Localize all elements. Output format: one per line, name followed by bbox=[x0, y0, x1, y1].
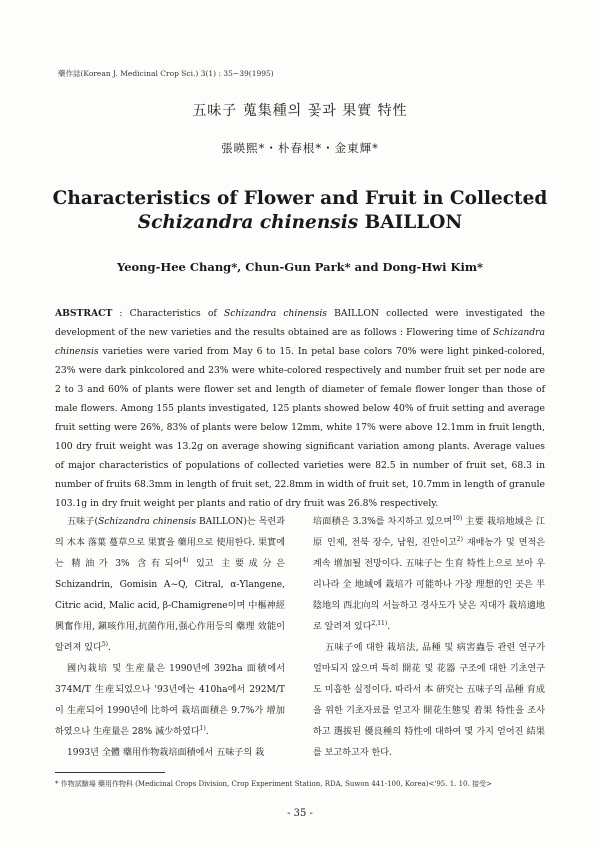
text: 재배농가 및 면적은 계속 增加될 전망이다. 五味子는 生育 特性上으로 보아 우리나라 全 地域에 栽培가 可能하나 가장 理想的인 곳은 半陰地의 西北向의 서늘하고 경사도가 낮은 지대가 栽培適地로 알려져 있다 bbox=[313, 538, 545, 632]
species-name: Schizandra chinensis bbox=[137, 212, 359, 233]
text: BAILLON)는 목련과의 木本 落葉 蔓草으로 果實을 藥用으로 使用한다. 果實에는 精油가 3% 含有되어 bbox=[55, 517, 285, 569]
footnote: * 作物試驗場 藥用作物科 (Medicinal Crops Division, Crop Experiment Station, RDA, Suwon 441-100, Korea)<'95. 1. 10. 接受> bbox=[55, 780, 492, 788]
text: 五味子( bbox=[67, 517, 99, 527]
abstract-species-2: Schizandra chinensis bbox=[55, 327, 545, 357]
species-name: Schizandra chinensis bbox=[98, 517, 197, 527]
intro-paragraph-4: 五味子에 대한 栽培法, 品種 및 病害蟲등 관련 연구가 얼마되지 않으며 특히 開花 및 花器 구조에 대한 기초연구도 미흡한 실정이다. 따라서 本 硏究는 五味子의 品種 育成을 위한 기초자료를 얻고자 開花生態및 着果 特性을 조사하고 選拔된 優良種의 特性에 대하여 몇 가지 얻어진 結果를 보고하고자 한다. bbox=[313, 643, 545, 758]
text: . bbox=[387, 622, 391, 632]
text: . bbox=[108, 643, 111, 653]
page-number: - 35 - bbox=[287, 808, 313, 819]
citation: 4) bbox=[182, 557, 189, 564]
citation: 1) bbox=[199, 725, 206, 732]
journal-reference: 藥作誌(Korean J. Medicinal Crop Sci.) 3(1) : 35~39(1995) bbox=[58, 69, 274, 78]
english-title-line2 bbox=[0, 211, 600, 235]
korean-title: 五味子 蒐集種의 꽃과 果實 特性 bbox=[192, 103, 408, 119]
abstract-heading: ABSTRACT bbox=[55, 308, 113, 319]
intro-paragraph-1 bbox=[55, 512, 285, 659]
body-right-column bbox=[313, 512, 545, 764]
text: 主要 栽培地域은 江原 인제, 전북 장수, 남원, 진안이고 bbox=[313, 517, 545, 548]
citation: 5) bbox=[101, 641, 108, 648]
english-title-line1: Characteristics of Flower and Fruit in Collected bbox=[52, 188, 548, 209]
text: 國內栽培 및 生産量은 1990년에 392ha 面積에서 374M/T 生産되었으나 '93년에는 410ha에서 292M/T이 生産되어 1990년에 比하여 栽培面積은 9.7%가 增加하였으나 生産量은 28% 減少하였다 bbox=[55, 664, 285, 737]
text: 培面積은 3.3%를 차지하고 있으며 bbox=[313, 517, 453, 527]
text: 있고 主要成分은 Schizandrin, Gomisin A~Q, Citral, α-Ylangene, Citric acid, Malic acid, β-Chamigrene이며 中樞神經興奮作用, 鎭咳作用,抗菌作用,强心作用등의 藥理 效能이 알려져 있다 bbox=[55, 559, 285, 653]
body-left-column bbox=[55, 512, 285, 764]
abstract-species-1: Schizandra chinensis bbox=[223, 308, 328, 319]
english-authors: Yeong-Hee Chang*, Chun-Gun Park* and Dong-Hwi Kim* bbox=[116, 260, 483, 274]
text: . bbox=[205, 727, 209, 737]
citation: 10) bbox=[452, 515, 463, 522]
citation: 2) bbox=[456, 536, 463, 543]
citation: 2,11) bbox=[371, 620, 388, 627]
intro-paragraph-3-cont bbox=[313, 512, 545, 638]
intro-paragraph-2 bbox=[55, 659, 285, 743]
abstract-text-1: : Characteristics of bbox=[112, 308, 224, 319]
abstract-text-2: BAILLON collected were investigated the development of the new varieties and the results obtained are as follows : Flowering time of bbox=[55, 308, 545, 338]
english-title bbox=[0, 187, 600, 235]
korean-authors: 張暎熙*・朴春根*・金東輝* bbox=[221, 141, 379, 155]
species-authority: BAILLON bbox=[364, 212, 463, 233]
abstract bbox=[55, 304, 545, 513]
footnote-divider bbox=[55, 772, 165, 773]
abstract-text-3: varieties were varied from May 6 to 15. In petal base colors 70% were light pinked-colored, 23% were dark pinkcolored and 23% were white-colored respectively and number fruit set per node are 2 to 3 and 60% of plants were flower set and length of diameter of female flower longer than those of male flowers. Among 155 plants investigated, 125 plants showed below 40% of fruit setting and average fruit setting were 26%, 83% of plants were below 12mm, white 17% were above 12.1mm in fruit length, 100 dry fruit weight was 13.2g on average showing significant variation among plants. Average values of major characteristics of populations of collected varieties were 82.5 in number of fruit set, 68.3 in number of fruits 68.3mm in length of fruit set, 22.8mm in width of fruit set, 10.7mm in length of granule 103.1g in dry fruit weight per plants and ratio of dry fruit was 26.8% respectively. bbox=[55, 346, 545, 509]
intro-paragraph-3: 1993년 全體 藥用作物栽培面積에서 五味子의 栽 bbox=[67, 748, 265, 758]
